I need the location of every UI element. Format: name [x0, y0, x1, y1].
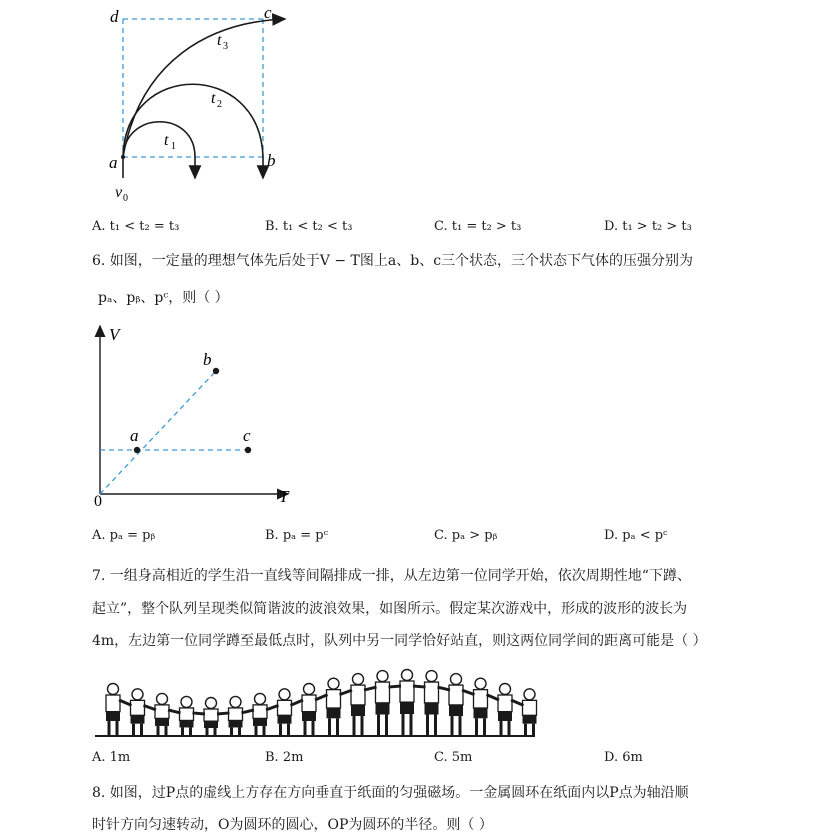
linked-arms: [242, 710, 255, 713]
student-figure: [351, 674, 365, 736]
linked-arms: [168, 710, 181, 713]
trajectory-figure: [100, 0, 310, 210]
linked-arms: [217, 713, 230, 714]
linked-arms: [266, 705, 279, 710]
label-point-c: c: [243, 426, 251, 445]
linked-arms: [144, 705, 157, 710]
student-figure: [229, 696, 243, 736]
student-figure: [449, 674, 463, 736]
linked-arms: [389, 686, 402, 687]
student-figure: [278, 689, 292, 736]
student-figure: [400, 670, 414, 737]
student-figure: [327, 678, 341, 736]
q6-option-d[interactable]: D. pₐ < pᶜ: [604, 528, 668, 543]
label-t1-sub: 1: [171, 141, 176, 152]
point-a: [134, 447, 140, 453]
student-figure: [302, 684, 316, 737]
linked-arms: [119, 700, 132, 705]
linked-arms: [462, 690, 475, 695]
q7-option-c[interactable]: C. 5m: [434, 750, 473, 765]
dashed-oab: [100, 371, 216, 494]
label-b: b: [267, 151, 276, 170]
label-v0-sub: 0: [123, 193, 128, 204]
q5-option-d[interactable]: D. t₁ > t₂ > t₃: [604, 219, 692, 234]
q6-option-a[interactable]: A. pₐ = pᵦ: [92, 528, 156, 543]
point-b: [213, 368, 219, 374]
q7-stem-line3: 4m，左边第一位同学蹲至最低点时，队列中另一同学恰好站直，则这两位同学间的距离可能是（ ）: [92, 633, 707, 649]
q8-stem-line1: 8. 如图，过P点的虚线上方存在方向垂直于纸面的匀强磁场。一金属圆环在纸面内以P点为轴沿顺: [92, 785, 689, 801]
label-t2: t: [211, 90, 216, 107]
q7-option-d[interactable]: D. 6m: [604, 750, 643, 765]
label-T: T: [279, 487, 289, 506]
q7-stem-line2: 起立”，整个队列呈现类似简谐波的波浪效果，如图所示。假定某次游戏中，形成的波形的波长为: [92, 601, 688, 617]
linked-arms: [193, 713, 206, 714]
linked-arms: [487, 695, 500, 700]
student-figure: [155, 693, 169, 736]
q8-stem-line2: 时针方向匀速转动，O为圆环的圆心，OP为圆环的半径。则（ ）: [92, 817, 493, 833]
point-c: [245, 447, 251, 453]
q5-option-a[interactable]: A. t₁ < t₂ = t₃: [92, 219, 180, 234]
label-t3: t: [217, 32, 222, 49]
label-v0: v: [115, 184, 123, 201]
student-figure: [180, 696, 194, 736]
q6-option-c[interactable]: C. pₐ > pᵦ: [434, 528, 498, 543]
student-figure: [253, 693, 267, 736]
q5-option-b[interactable]: B. t₁ < t₂ < t₃: [265, 219, 353, 234]
linked-arms: [291, 700, 304, 705]
student-figure: [425, 671, 439, 736]
q7-stem-line1: 7. 一组身高相近的学生沿一直线等间隔排成一排，从左边第一位同学开始，依次周期性地“下蹲、: [92, 568, 691, 584]
label-a: a: [109, 153, 118, 172]
students-wave-figure: [95, 660, 540, 742]
label-origin: 0: [94, 493, 102, 510]
label-t3-sub: 3: [223, 41, 228, 52]
student-figure: [474, 678, 488, 736]
student-figure: [376, 671, 390, 736]
label-d: d: [110, 7, 119, 26]
linked-arms: [438, 687, 451, 690]
q5-option-c[interactable]: C. t₁ = t₂ > t₃: [434, 219, 522, 234]
student-figure: [523, 689, 537, 736]
q7-option-a[interactable]: A. 1m: [92, 750, 131, 765]
student-figure: [204, 698, 218, 737]
label-t1: t: [164, 132, 169, 149]
q7-option-b[interactable]: B. 2m: [265, 750, 304, 765]
linked-arms: [413, 686, 426, 687]
q6-stem-line1: 6. 如图，一定量的理想气体先后处于V − T图上a、b、c三个状态，三个状态下气体的压强分别为: [92, 253, 694, 269]
vt-graph: [88, 318, 298, 510]
student-figure: [106, 684, 120, 737]
q6-option-b[interactable]: B. pₐ = pᶜ: [265, 528, 329, 543]
label-V: V: [109, 325, 120, 344]
student-figure: [498, 684, 512, 737]
label-t2-sub: 2: [217, 99, 222, 110]
linked-arms: [511, 700, 524, 705]
linked-arms: [364, 687, 377, 690]
label-c: c: [264, 3, 272, 22]
trajectory-t2: [123, 84, 263, 178]
linked-arms: [340, 690, 353, 695]
student-figure: [131, 689, 145, 736]
label-point-a: a: [130, 426, 139, 445]
trajectory-t1: [123, 122, 195, 178]
label-point-b: b: [203, 350, 212, 369]
linked-arms: [315, 695, 328, 700]
q6-stem-line2: pₐ、pᵦ、pᶜ，则（ ）: [98, 290, 229, 306]
